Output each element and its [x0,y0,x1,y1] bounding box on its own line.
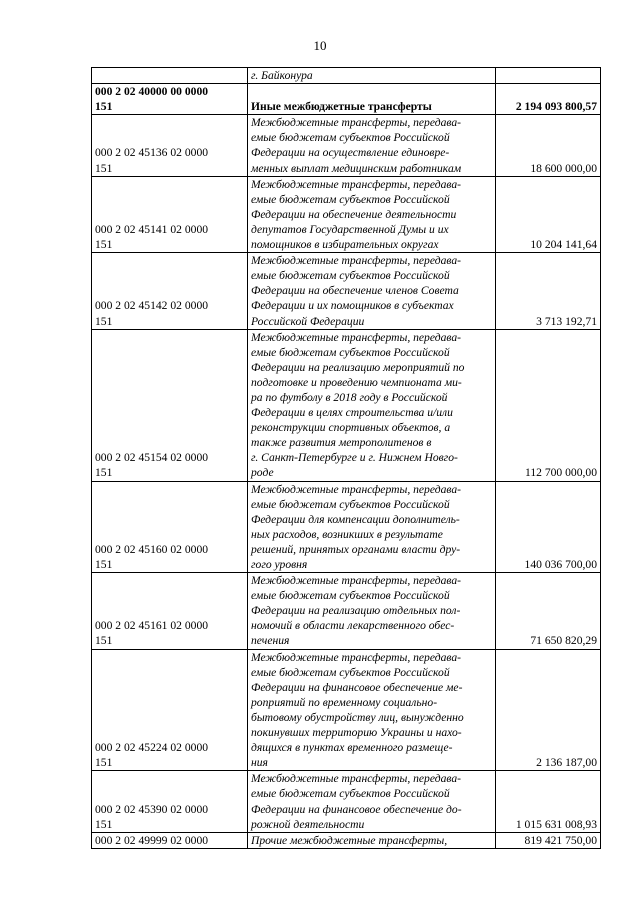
budget-code-line: 000 2 02 45136 02 0000 [95,146,209,160]
budget-name-line: подготовке и проведению чемпионата ми- [251,375,462,389]
budget-code-line: 000 2 02 45161 02 0000 [95,619,209,633]
budget-code-cell [92,84,248,115]
budget-name-line: Федерации на реализацию отдельных пол- [251,604,461,618]
budget-code-cell [92,573,248,649]
budget-name-line: Межбюджетные трансферты, передава- [251,772,461,786]
table-row [92,649,601,771]
budget-name-line: рожной деятельности [251,817,365,831]
budget-name-line: емые бюджетам субъектов Российской [251,269,450,283]
budget-name-line: помощников в избирательных округах [251,238,439,252]
table-row [92,253,601,329]
budget-code-line: 151 [95,756,113,770]
budget-name-line: Федерации на обеспечение членов Совета [251,284,459,298]
budget-code-cell [92,68,248,84]
budget-name-line: Иные межбюджетные трансферты [251,100,432,114]
budget-code-line: 000 2 02 45224 02 0000 [95,741,209,755]
budget-code-line: 000 2 02 45160 02 0000 [95,542,209,556]
budget-code-line: 151 [95,161,113,175]
budget-amount-cell: 112 700 000,00 [496,329,601,481]
budget-amount-cell: 3 713 192,71 [496,253,601,329]
table-row [92,329,601,481]
budget-table [91,67,601,849]
budget-name-cell [248,832,496,848]
budget-name-cell [248,253,496,329]
budget-code-cell [92,832,248,848]
budget-name-line: г. Байконура [251,69,313,82]
budget-name-line: емые бюджетам субъектов Российской [251,192,450,206]
budget-code-line: 000 2 02 45142 02 0000 [95,299,209,313]
budget-name-line: номочий в области лекарственного обес- [251,619,455,633]
budget-name-line: депутатов Государственной Думы и их [251,222,449,236]
budget-name-line: Межбюджетные трансферты, передава- [251,254,461,268]
budget-amount-cell: 71 650 820,29 [496,573,601,649]
budget-amount-cell: 10 204 141,64 [496,176,601,252]
budget-name-line: реконструкции спортивных объектов, а [251,421,451,435]
budget-amount-cell: 140 036 700,00 [496,481,601,573]
table-row [92,115,601,176]
budget-code-line: 151 [95,817,113,831]
budget-code-line: 151 [95,314,113,328]
budget-name-line: Межбюджетные трансферты, передава- [251,650,461,664]
table-row [92,481,601,573]
page-number: 10 [313,38,327,53]
budget-name-line: Федерации и их помощников в субъектах [251,299,454,313]
budget-name-line: Федерации на обеспечение деятельности [251,207,457,221]
budget-name-line: гого уровня [251,558,308,571]
budget-amount-cell: 1 015 631 008,93 [496,771,601,832]
budget-code-line: 151 [95,238,113,252]
budget-name-cell [248,115,496,176]
budget-name-line: емые бюджетам субъектов Российской [251,497,450,511]
budget-name-line: роде [251,466,274,480]
budget-amount-cell: 2 136 187,00 [496,649,601,771]
budget-table-body [92,68,601,849]
budget-name-line: емые бюджетам субъектов Российской [251,665,450,679]
budget-code-line: 151 [95,100,113,114]
budget-code-line: 000 2 02 45141 02 0000 [95,222,209,236]
budget-amount-cell [496,68,601,84]
table-row [92,771,601,832]
budget-code-line: 151 [95,558,113,571]
budget-name-line: менных выплат медицинским работникам [251,161,462,175]
budget-amount-cell: 819 421 750,00 [496,832,601,848]
budget-name-cell [248,176,496,252]
table-row [92,176,601,252]
budget-name-line: дящихся в пунктах временного размеще- [251,741,453,755]
budget-name-line: покинувших территорию Украины и нахо- [251,726,462,740]
budget-name-line: емые бюджетам субъектов Российской [251,131,450,145]
budget-name-line: емые бюджетам субъектов Российской [251,345,450,359]
budget-name-line: Федерации на реализацию мероприятий по [251,360,465,374]
table-row [92,832,601,848]
budget-name-line: Межбюджетные трансферты, передава- [251,330,461,344]
budget-name-cell [248,771,496,832]
budget-name-line: ра по футболу в 2018 году в Российской [251,390,448,404]
budget-name-line: Федерации на финансовое обеспечение ме- [251,680,463,694]
budget-name-line: емые бюджетам субъектов Российской [251,787,450,801]
budget-code-line: 000 2 02 49999 02 0000 [95,833,209,847]
budget-name-cell [248,481,496,573]
budget-code-cell [92,329,248,481]
budget-code-cell [92,649,248,771]
budget-code-cell [92,481,248,573]
budget-name-line: Федерации на осуществление единовре- [251,146,450,160]
budget-name-line: ния [251,756,268,770]
budget-name-line: Российской Федерации [251,314,365,328]
budget-name-line: Федерации на финансовое обеспечение до- [251,802,462,816]
budget-name-line: печения [251,634,290,648]
budget-name-line: также развития метрополитенов в [251,436,432,450]
budget-name-line: ных расходов, возникших в результате [251,527,443,541]
budget-name-line: Межбюджетные трансферты, передава- [251,116,461,130]
budget-name-line: Федерации для компенсации дополнитель- [251,512,460,526]
budget-name-line: емые бюджетам субъектов Российской [251,589,450,603]
budget-code-line: 151 [95,634,113,648]
budget-code-cell [92,115,248,176]
budget-code-line: 000 2 02 45154 02 0000 [95,451,209,465]
budget-name-line: Межбюджетные трансферты, передава- [251,177,461,191]
table-row [92,68,601,84]
budget-code-line: 000 2 02 40000 00 0000 [95,85,209,99]
budget-name-line: решений, принятых органами власти дру- [251,542,461,556]
budget-code-cell [92,771,248,832]
budget-name-line: Межбюджетные трансферты, передава- [251,482,461,496]
budget-name-line: г. Санкт-Петербурге и г. Нижнем Новго- [251,451,458,465]
budget-name-line: Федерации в целях строительства и/или [251,406,453,420]
budget-code-line: 000 2 02 45390 02 0000 [95,802,209,816]
budget-name-line: Прочие межбюджетные трансферты, [251,833,448,847]
budget-name-cell [248,329,496,481]
budget-name-cell [248,68,496,84]
budget-name-line: роприятий по временному социально- [251,695,438,709]
budget-code-cell [92,253,248,329]
budget-name-line: бытовому обустройству лиц, вынужденно [251,710,464,724]
budget-amount-cell: 2 194 093 800,57 [496,84,601,115]
budget-code-cell [92,176,248,252]
budget-name-cell [248,649,496,771]
table-row [92,84,601,115]
budget-amount-cell: 18 600 000,00 [496,115,601,176]
budget-name-cell [248,84,496,115]
budget-code-line: 151 [95,466,113,480]
table-row [92,573,601,649]
budget-name-cell [248,573,496,649]
budget-name-line: Межбюджетные трансферты, передава- [251,574,461,588]
